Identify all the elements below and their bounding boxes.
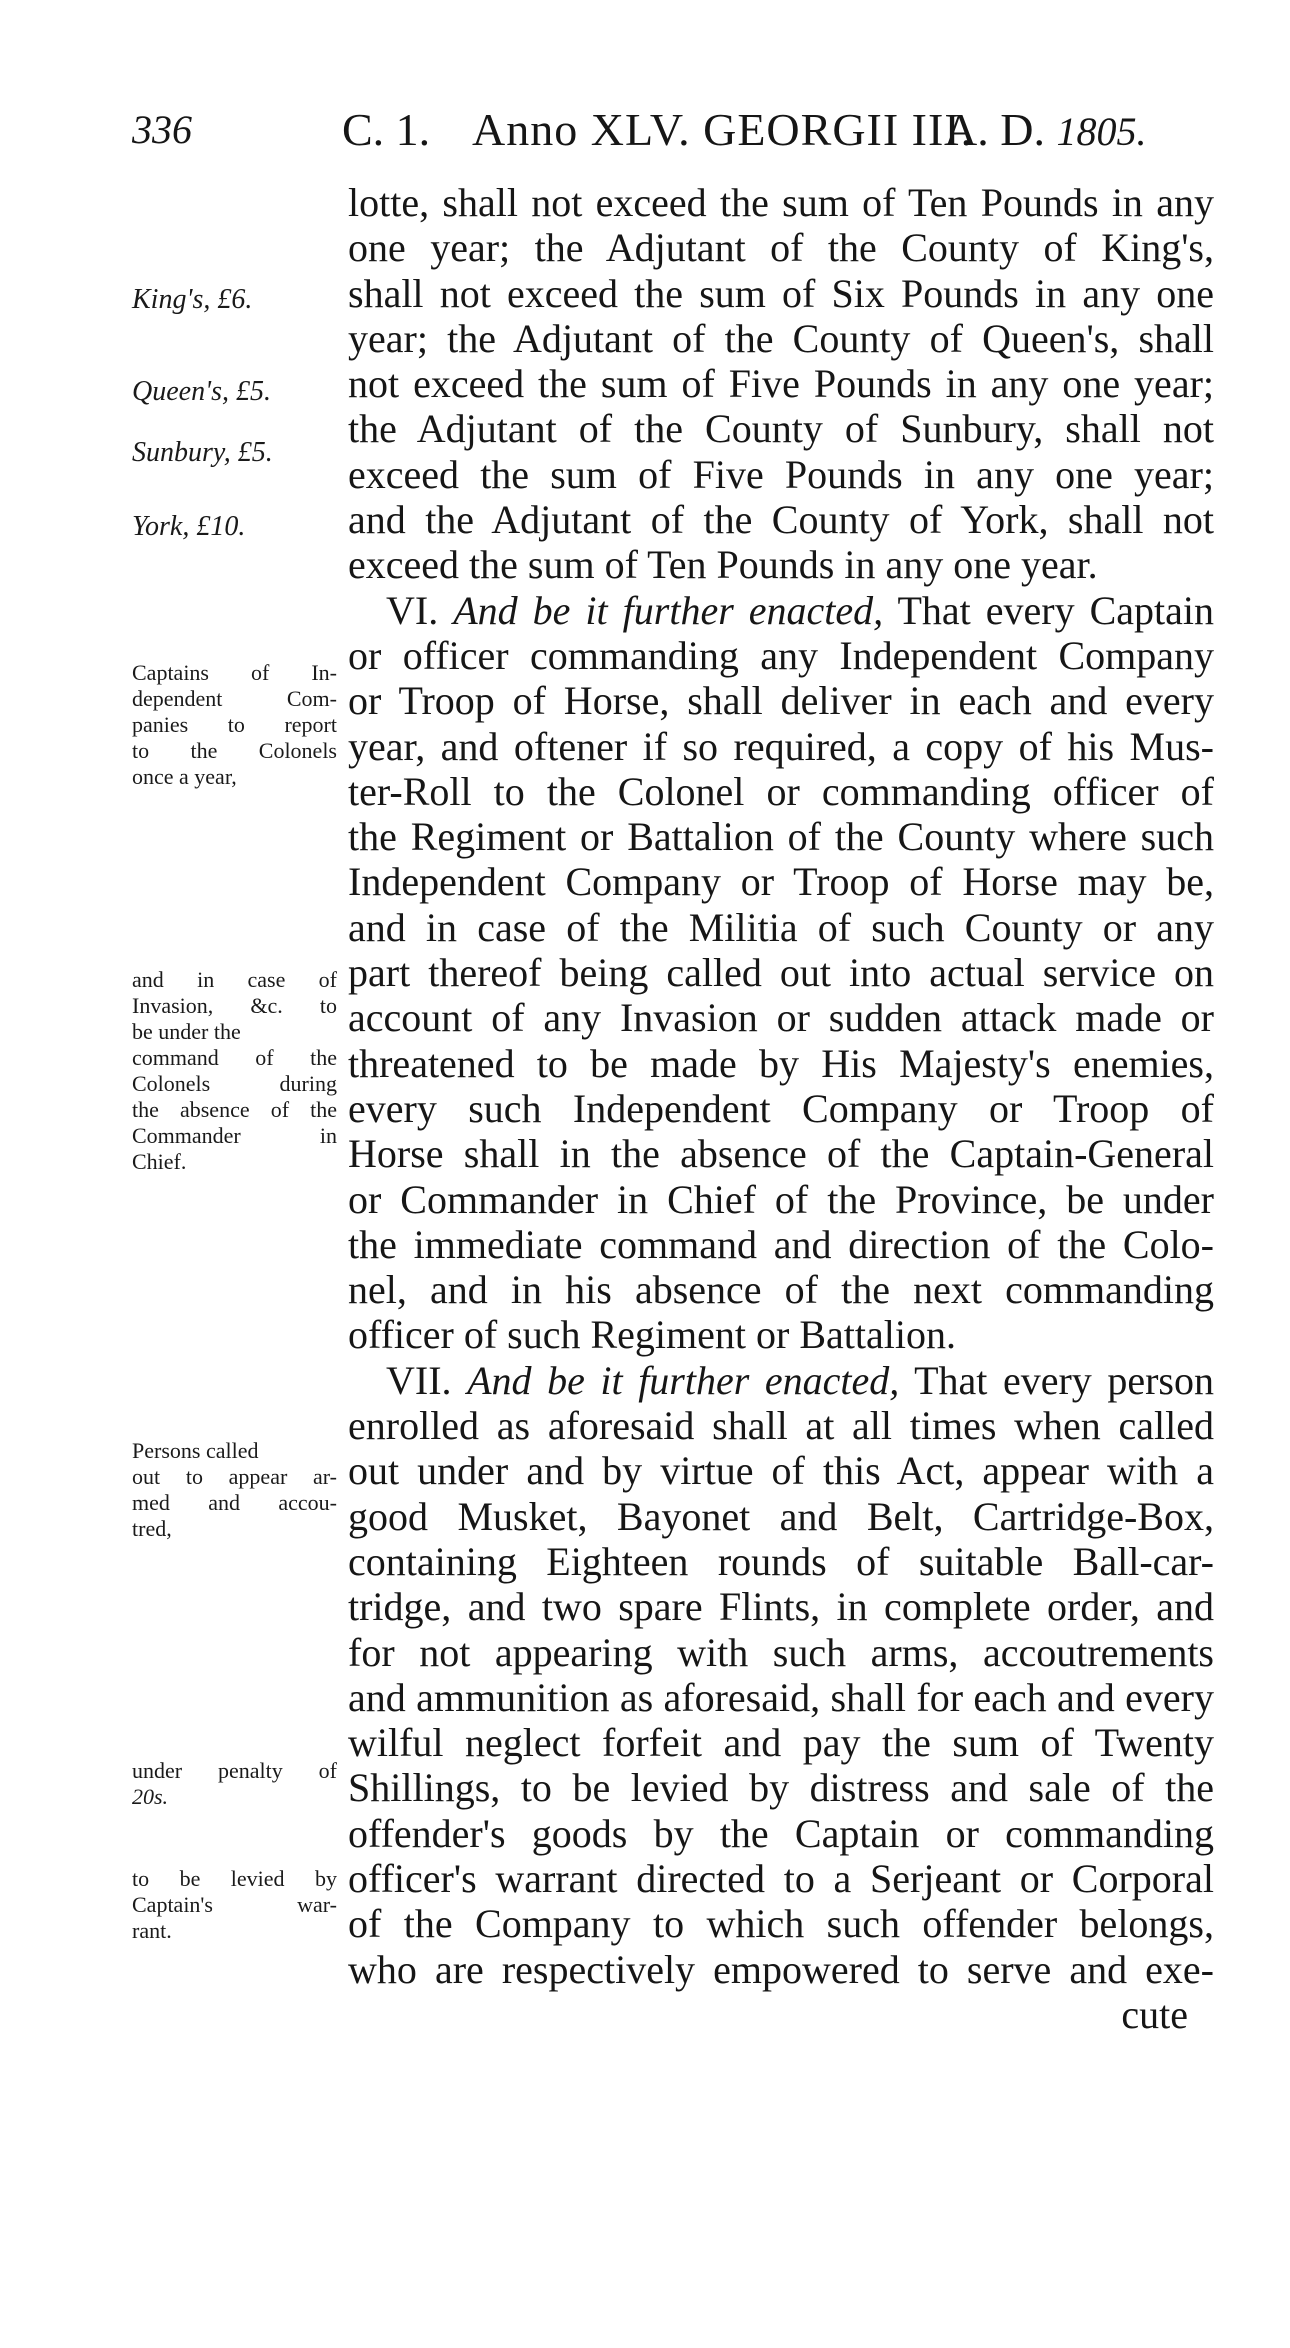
- year-label: [944, 100, 1146, 162]
- text-line: shall not exceed the sum of Six Pounds in any one: [348, 270, 1214, 316]
- text-line: exceed the sum of Ten Pounds in any one year.: [348, 542, 1098, 588]
- section-number: VII.: [386, 1357, 452, 1403]
- text-line: enrolled as aforesaid shall at all times when called: [348, 1403, 1214, 1449]
- text-line: officer of such Regiment or Battalion.: [348, 1312, 956, 1358]
- margin-note-penalty: [132, 1758, 337, 1810]
- text-line: account of any Invasion or sudden attack made or: [348, 995, 1214, 1041]
- margin-note-line: to be levied by: [132, 1866, 337, 1891]
- main-text-column: [348, 180, 1214, 2037]
- text-line: one year; the Adjutant of the County of King's,: [348, 225, 1214, 271]
- text-line: for not appearing with such arms, accoutrements: [348, 1629, 1214, 1675]
- catchword: cute: [1121, 1991, 1188, 2037]
- margin-note-line: med and accou-: [132, 1490, 337, 1515]
- section-lead: And be it further enacted,: [467, 1357, 900, 1403]
- text-line: who are respectively empowered to serve and exe-: [348, 1946, 1214, 1992]
- margin-note-armed: [132, 1438, 337, 1542]
- text-line: good Musket, Bayonet and Belt, Cartridge-Box,: [348, 1493, 1214, 1539]
- section-first-text: That every Captain: [897, 587, 1214, 633]
- margin-note-line: once a year,: [132, 764, 237, 789]
- text-line: threatened to be made by His Majesty's enemies,: [348, 1040, 1214, 1086]
- text-line: of the Company to which such offender belongs,: [348, 1901, 1214, 1947]
- text-line: lotte, shall not exceed the sum of Ten Pounds in any: [348, 180, 1214, 225]
- running-header: [0, 100, 1290, 160]
- text-line: offender's goods by the Captain or commanding: [348, 1810, 1214, 1856]
- margin-note-queens: Queen's, £5.: [132, 376, 271, 407]
- section-first-text: That every person: [914, 1357, 1214, 1403]
- margin-note-york: York, £10.: [132, 511, 246, 542]
- section-first-line: [348, 588, 1214, 633]
- text-line: officer's warrant directed to a Serjeant or Corporal: [348, 1855, 1214, 1901]
- margin-note-line: Commander in: [132, 1123, 337, 1148]
- text-line: Shillings, to be levied by distress and sale of the: [348, 1765, 1214, 1811]
- page-number: 336: [132, 107, 192, 152]
- section-vii: [348, 1358, 1214, 1992]
- margin-note-line: dependent Com-: [132, 686, 337, 711]
- margin-note-levied: [132, 1866, 337, 1944]
- text-line: Independent Company or Troop of Horse may be,: [348, 859, 1214, 905]
- text-line: ter-Roll to the Colonel or commanding officer of: [348, 768, 1214, 814]
- section-lead: And be it further enacted,: [453, 587, 884, 633]
- margin-note-captains: [132, 660, 337, 790]
- margin-note-line: rant.: [132, 1918, 172, 1943]
- text-line: and the Adjutant of the County of York, shall not: [348, 497, 1214, 543]
- margin-note-line: Chief.: [132, 1149, 187, 1174]
- text-line: or Commander in Chief of the Province, be under: [348, 1176, 1214, 1222]
- statute-title: Anno XLV. GEORGII III.: [472, 104, 974, 155]
- year-prefix: A. D.: [944, 104, 1045, 155]
- text-line: every such Independent Company or Troop of: [348, 1085, 1214, 1131]
- text-line: tridge, and two spare Flints, in complete order, and: [348, 1584, 1214, 1630]
- text-line: the immediate command and direction of the Colo-: [348, 1221, 1214, 1267]
- text-line: Horse shall in the absence of the Captain-General: [348, 1131, 1214, 1177]
- text-line: or officer commanding any Independent Company: [348, 632, 1214, 678]
- section-first-line: [348, 1358, 1214, 1403]
- text-line: not exceed the sum of Five Pounds in any one year;: [348, 361, 1214, 407]
- section-vi: [348, 588, 1214, 1358]
- margin-note-invasion: [132, 967, 337, 1175]
- margin-note-line: tred,: [132, 1516, 172, 1541]
- margin-note-line: the absence of the: [132, 1097, 337, 1122]
- text-line: the Adjutant of the County of Sunbury, shall not: [348, 406, 1214, 452]
- margin-note-line: to the Colonels: [132, 738, 337, 763]
- margin-note-line: 20s.: [132, 1784, 169, 1809]
- margin-note-line: and in case of: [132, 967, 337, 992]
- margin-note-line: Persons called: [132, 1438, 259, 1463]
- margin-note-kings: King's, £6.: [132, 284, 253, 315]
- year-value: 1805.: [1056, 109, 1147, 154]
- chapter-label: C. 1.: [342, 104, 431, 155]
- text-line: and ammunition as aforesaid, shall for each and every: [348, 1674, 1214, 1720]
- margin-note-line: Captain's war-: [132, 1892, 337, 1917]
- margin-note-line: panies to report: [132, 712, 337, 737]
- text-line: containing Eighteen rounds of suitable Ball-car-: [348, 1538, 1214, 1584]
- margin-note-line: Invasion, &c. to: [132, 993, 337, 1018]
- text-line: and in case of the Militia of such County or any: [348, 904, 1214, 950]
- margin-note-line: Captains of In-: [132, 660, 337, 685]
- text-line: part thereof being called out into actual service on: [348, 950, 1214, 996]
- text-line: wilful neglect forfeit and pay the sum of Twenty: [348, 1720, 1214, 1766]
- margin-note-line: be under the: [132, 1019, 241, 1044]
- margin-note-line: command of the: [132, 1045, 337, 1070]
- margin-note-sunbury: Sunbury, £5.: [132, 437, 273, 468]
- section-number: VI.: [386, 587, 439, 633]
- text-line: exceed the sum of Five Pounds in any one year;: [348, 451, 1214, 497]
- margin-note-line: out to appear ar-: [132, 1464, 337, 1489]
- margin-note-line: under penalty of: [132, 1758, 337, 1783]
- text-line: the Regiment or Battalion of the County where such: [348, 814, 1214, 860]
- text-line: or Troop of Horse, shall deliver in each and every: [348, 678, 1214, 724]
- paragraph-adjutant-limits: [348, 180, 1214, 588]
- text-line: out under and by virtue of this Act, appear with a: [348, 1448, 1214, 1494]
- text-line: year; the Adjutant of the County of Queen's, shall: [348, 315, 1214, 361]
- text-line: year, and oftener if so required, a copy of his Mus-: [348, 723, 1214, 769]
- text-line: nel, and in his absence of the next commanding: [348, 1267, 1214, 1313]
- margin-note-line: Colonels during: [132, 1071, 337, 1096]
